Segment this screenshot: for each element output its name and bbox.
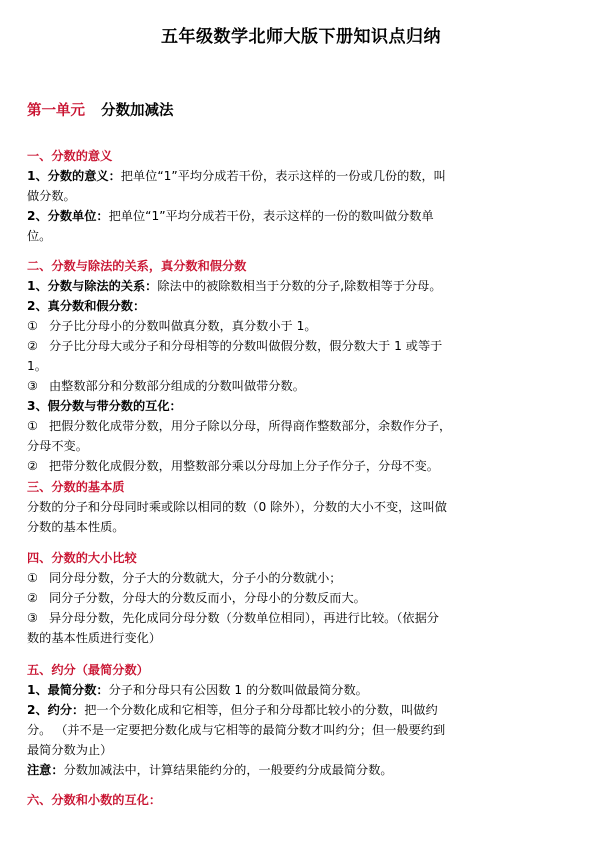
list-marker: ② <box>27 459 38 473</box>
line-text: 分子和分母只有公因数 1 的分数叫做最简分数。 <box>108 683 368 697</box>
text-line <box>27 186 583 206</box>
line-text: 最简分数为止） <box>27 743 113 757</box>
line-text: 分数的基本性质。 <box>27 520 125 534</box>
list-marker: ① <box>27 319 38 333</box>
section-heading: 二、分数与除法的关系，真分数和假分数 <box>27 259 247 273</box>
section-heading: 四、分数的大小比较 <box>27 551 137 565</box>
list-marker: ① <box>27 419 38 433</box>
section-reduction <box>27 660 583 780</box>
text-line <box>27 376 583 396</box>
section-heading: 三、分数的基本质 <box>27 480 125 494</box>
line-text: 由整数部分和分数部分组成的分数叫做带分数。 <box>49 379 305 393</box>
section-fraction-meaning <box>27 146 583 246</box>
line-text: 把一个分数化成和它相等，但分子和分母都比较小的分数，叫做约 <box>84 703 438 717</box>
line-text: 数的基本性质进行变化） <box>27 631 162 645</box>
text-line <box>27 416 583 436</box>
text-line <box>27 517 583 537</box>
text-line <box>27 608 583 628</box>
line-text: 分数加减法中，计算结果能约分的，一般要约分成最简分数。 <box>63 763 393 777</box>
text-line <box>27 276 583 296</box>
text-line <box>27 740 583 760</box>
text-line <box>27 166 583 186</box>
text-line <box>27 226 583 246</box>
list-marker: ③ <box>27 379 38 393</box>
section-heading: 五、约分（最简分数） <box>27 663 149 677</box>
line-text: 把单位“1”平均分成若干份，表示这样的一份的数叫做分数单 <box>108 209 434 223</box>
text-line <box>27 436 583 456</box>
text-line <box>27 628 583 648</box>
section-basic-property <box>27 477 583 537</box>
term-label: 1、最简分数： <box>27 683 109 697</box>
term-label: 1、分数与除法的关系： <box>27 279 158 293</box>
term-label: 2、约分： <box>27 703 85 717</box>
line-text: 同分母分数，分子大的分数就大，分子小的分数就小； <box>49 571 342 585</box>
text-line <box>27 568 583 588</box>
line-text: 分。 （并不是一定要把分数化成与它相等的最简分数才叫约分；但一般要约到 <box>27 723 446 737</box>
text-line <box>27 720 583 740</box>
term-label: 2、分数单位： <box>27 209 109 223</box>
list-marker: ③ <box>27 611 38 625</box>
text-line <box>27 700 583 720</box>
text-line <box>27 456 583 476</box>
term-label: 1、分数的意义： <box>27 169 121 183</box>
section-fraction-decimal <box>27 790 583 810</box>
text-line <box>27 356 583 376</box>
page-title: 五年级数学北师大版下册知识点归纳 <box>161 27 441 47</box>
line-text: 除法中的被除数相当于分数的分子,除数相等于分母。 <box>157 279 442 293</box>
line-text: 分子比分母大或分子和分母相等的分数叫做假分数，假分数大于 1 或等于 <box>49 339 443 353</box>
section-heading: 六、分数和小数的互化： <box>27 793 162 807</box>
text-line <box>27 206 583 226</box>
line-text: 把带分数化成假分数，用整数部分乘以分母加上分子作分子，分母不变。 <box>49 459 439 473</box>
text-line <box>27 760 583 780</box>
unit-heading <box>27 99 174 120</box>
unit-number: 第一单元 <box>27 103 85 119</box>
term-label: 注意： <box>27 763 64 777</box>
line-text: 1。 <box>27 359 47 373</box>
text-line <box>27 588 583 608</box>
line-text: 同分子分数，分母大的分数反而小，分母小的分数反而大。 <box>49 591 366 605</box>
list-marker: ① <box>27 571 38 585</box>
list-marker: ② <box>27 339 38 353</box>
text-line <box>27 497 583 517</box>
line-text: 把假分数化成带分数，用分子除以分母，所得商作整数部分，余数作分子， <box>49 419 452 433</box>
line-text: 分子比分母小的分数叫做真分数，真分数小于 1。 <box>49 319 317 333</box>
line-text: 做分数。 <box>27 189 76 203</box>
line-text: 分数的分子和分母同时乘或除以相同的数（0 除外），分数的大小不变，这叫做 <box>27 500 447 514</box>
line-text: 把单位“1”平均分成若干份，表示这样的一份或几份的数，叫 <box>120 169 446 183</box>
section-size-comparison <box>27 548 583 648</box>
unit-name: 分数加减法 <box>101 103 174 119</box>
line-text: 位。 <box>27 229 52 243</box>
section-heading: 一、分数的意义 <box>27 149 113 163</box>
list-marker: ② <box>27 591 38 605</box>
line-text: 分母不变。 <box>27 439 88 453</box>
text-line <box>27 336 583 356</box>
term-label: 2、真分数和假分数： <box>27 299 146 313</box>
text-line <box>27 680 583 700</box>
term-label: 3、假分数与带分数的互化： <box>27 399 182 413</box>
line-text: 异分母分数，先化成同分母分数（分数单位相同），再进行比较。（依据分 <box>49 611 439 625</box>
section-fraction-division <box>27 256 583 476</box>
text-line <box>27 396 583 416</box>
text-line <box>27 316 583 336</box>
text-line <box>27 296 583 316</box>
